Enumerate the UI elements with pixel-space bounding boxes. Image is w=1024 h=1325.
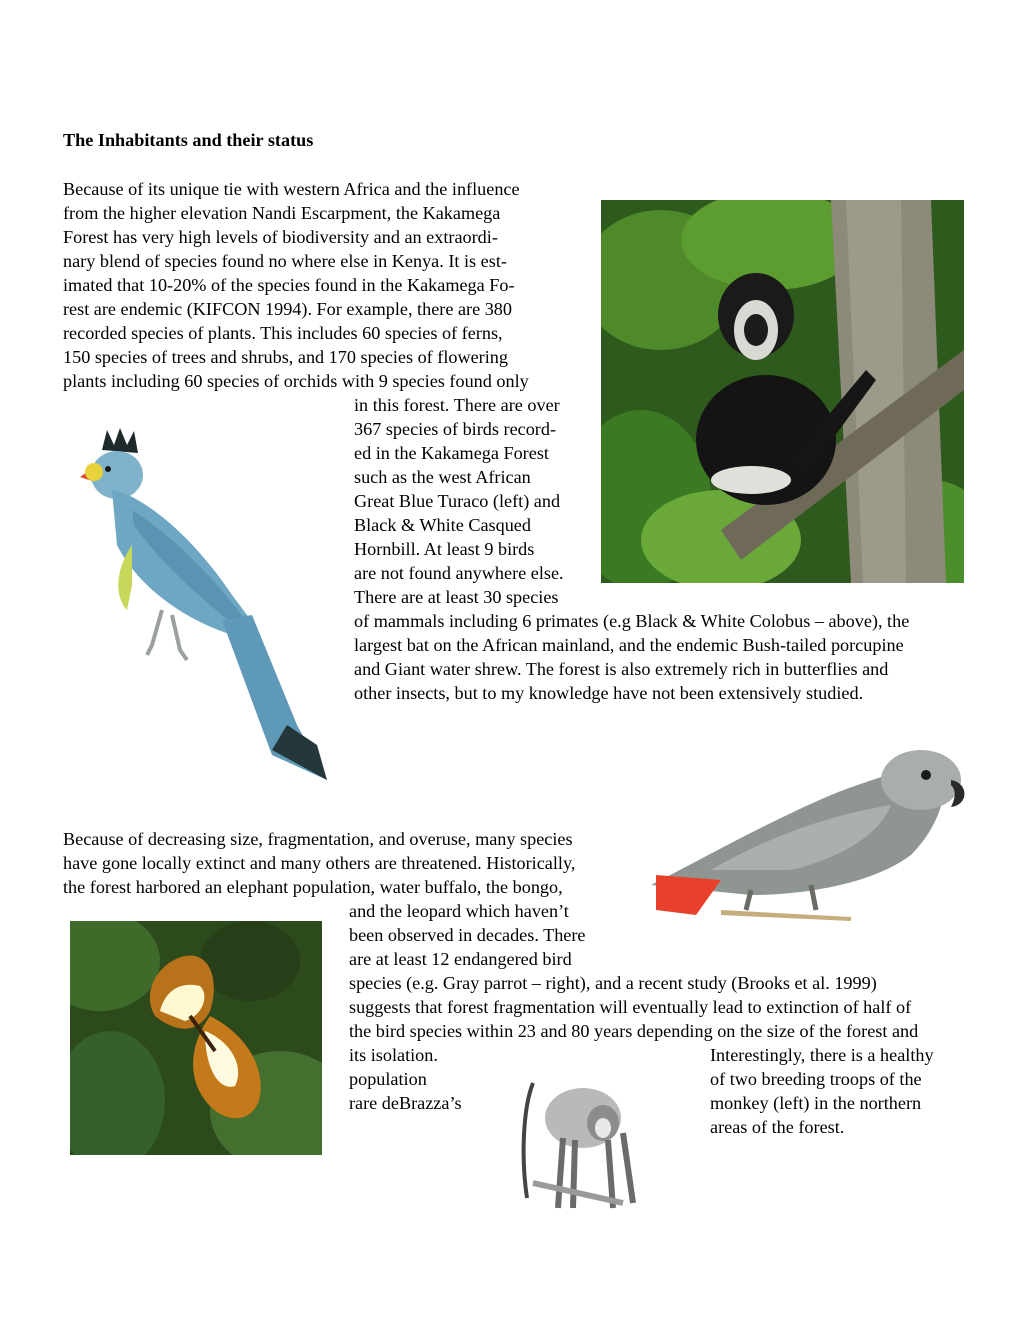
text-line: plants including 60 species of orchids with 9 species found only (63, 371, 529, 391)
text-line: population (349, 1069, 427, 1089)
text-line: of two breeding troops of the (710, 1069, 922, 1089)
text-line: its isolation. (349, 1045, 438, 1065)
text-line: Black & White Casqued (354, 515, 531, 535)
text-line: the bird species within 23 and 80 years depending on the size of the forest and (349, 1021, 919, 1041)
text-line: imated that 10-20% of the species found in the Kakamega Fo- (63, 275, 515, 295)
text-line: There are at least 30 species (354, 587, 559, 607)
text-line: have gone locally extinct and many others are threatened. Historically, (63, 853, 576, 873)
text-line: Great Blue Turaco (left) and (354, 491, 561, 511)
text-line: Hornbill. At least 9 birds (354, 539, 535, 559)
text-line: in this forest. There are over (354, 395, 560, 415)
text-line: are at least 12 endangered bird (349, 949, 572, 969)
text-line: been observed in decades. There (349, 925, 586, 945)
butterfly-photo (70, 921, 322, 1155)
text-line: Because of its unique tie with western Africa and the influence (63, 179, 520, 199)
text-line: areas of the forest. (710, 1117, 845, 1137)
text-line: Interestingly, there is a healthy (710, 1045, 934, 1065)
text-line: and Giant water shrew. The forest is also extremely rich in butterflies and (354, 659, 889, 679)
text-line: other insects, but to my knowledge have not been extensively studied. (354, 683, 864, 703)
text-line: rest are endemic (KIFCON 1994). For example, there are 380 (63, 299, 512, 319)
text-line: suggests that forest fragmentation will eventually lead to extinction of half of (349, 997, 912, 1017)
text-line: Forest has very high levels of biodiversity and an extraordi- (63, 227, 498, 247)
text-line: ed in the Kakamega Forest (354, 443, 549, 463)
text-line: monkey (left) in the northern (710, 1093, 922, 1113)
text-line: are not found anywhere else. (354, 563, 564, 583)
text-line: nary blend of species found no where else in Kenya. It is est- (63, 251, 507, 271)
text-line: 150 species of trees and shrubs, and 170 species of flowering (63, 347, 508, 367)
text-line: largest bat on the African mainland, and the endemic Bush-tailed porcupine (354, 635, 904, 655)
text-line: and the leopard which haven’t (349, 901, 569, 921)
text-line: such as the west African (354, 467, 531, 487)
text-line: from the higher elevation Nandi Escarpment, the Kakamega (63, 203, 501, 223)
colobus-monkey-photo (601, 200, 964, 583)
text-line: Because of decreasing size, fragmentation, and overuse, many species (63, 829, 573, 849)
gray-parrot-illustration (651, 745, 971, 923)
text-line: recorded species of plants. This includes 60 species of ferns, (63, 323, 503, 343)
text-line: species (e.g. Gray parrot – right), and a recent study (Brooks et al. 1999) (349, 973, 877, 993)
debrazza-monkey-sketch (513, 1068, 643, 1218)
great-blue-turaco-illustration (72, 425, 334, 805)
text-line: the forest harbored an elephant population, water buffalo, the bongo, (63, 877, 563, 897)
text-line: 367 species of birds record- (354, 419, 557, 439)
text-line: rare deBrazza’s (349, 1093, 462, 1113)
page-title: The Inhabitants and their status (63, 130, 314, 150)
text-line: of mammals including 6 primates (e.g Black & White Colobus – above), the (354, 611, 910, 631)
